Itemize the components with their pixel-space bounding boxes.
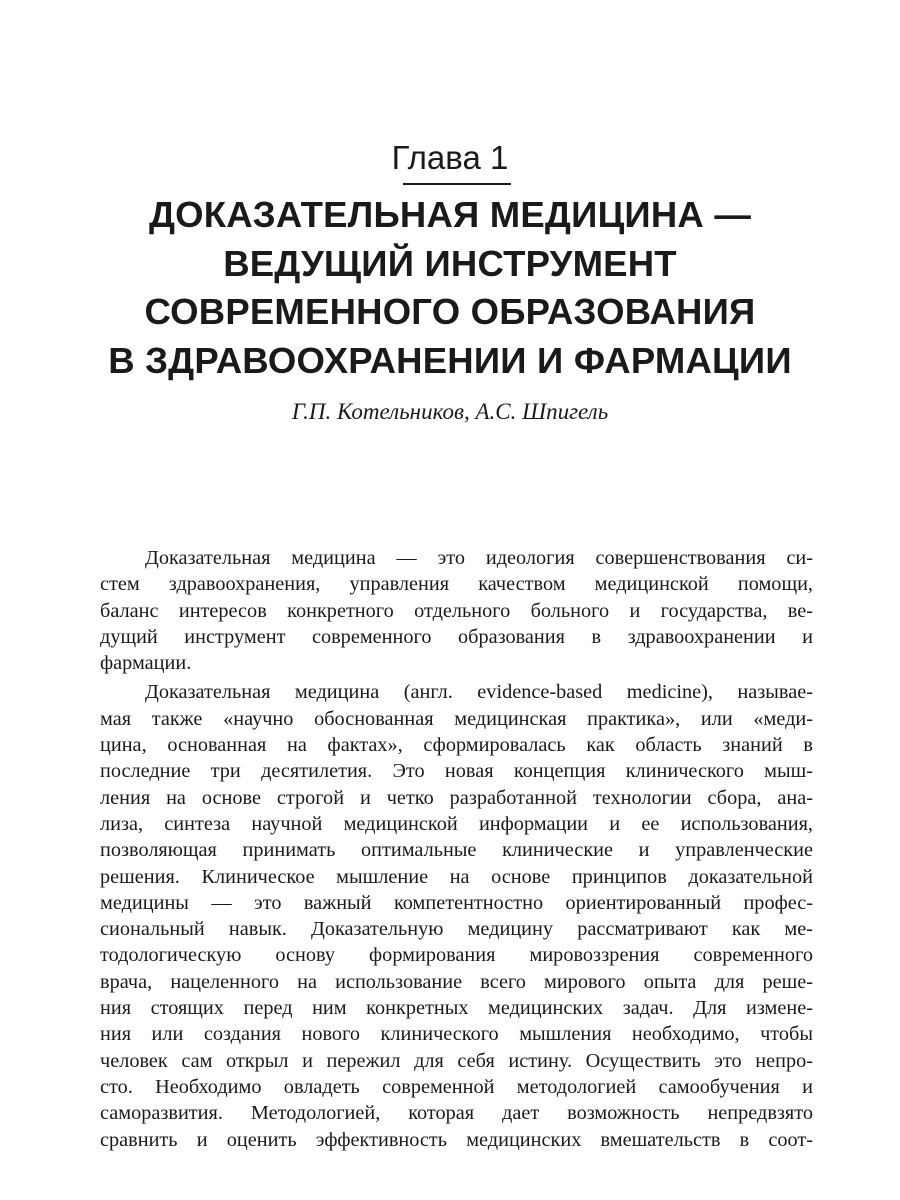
text-line: лиза, синтеза научной медицинской информации и ее использования, [100,812,813,835]
chapter-title [0,191,900,385]
text-line: Доказательная медицина — это идеология совершенствования си- [145,547,813,569]
text-line: последние три десятилетия. Это новая концепция клинического мыш- [100,760,813,783]
text-line: сравнить и оценить эффективность медицинских вмешательств в соот- [100,1128,813,1151]
text-line: ния стоящих перед ним конкретных медицинских задач. Для измене- [100,997,813,1020]
text-line: позволяющая принимать оптимальные клинические и управленческие [100,839,813,862]
paragraph-2 [100,679,813,1152]
paragraph-1 [100,545,813,676]
text-line: дущий инструмент современного образования в здравоохранении и [100,625,813,648]
text-line: врача, нацеленного на использование всего мирового опыта для реше- [100,970,813,993]
text-line: человек сам открыл и пережил для себя истину. Осуществить это непро- [100,1049,813,1072]
text-line: тодологическую основу формирования мировоззрения современного [100,944,813,967]
text-line: медицины — это важный компетентностно ориентированный профес- [100,891,813,914]
chapter-title-line: В ЗДРАВООХРАНЕНИИ И ФАРМАЦИИ [108,339,792,381]
body-text [100,545,813,1153]
text-line: цина, основанная на фактах», сформировалась как область знаний в [100,734,813,757]
text-line: фармации. [100,652,192,675]
chapter-title-line: ДОКАЗАТЕЛЬНАЯ МЕДИЦИНА — [148,194,752,235]
text-line: сиональный навык. Доказательную медицину рассматривают как ме- [100,918,813,941]
chapter-title-line: ВЕДУЩИЙ ИНСТРУМЕНТ [223,242,677,284]
text-line: сто. Необходимо овладеть современной методологией самообучения и [100,1075,813,1098]
text-line: ния или создания нового клинического мышления необходимо, чтобы [100,1023,813,1046]
chapter-authors: Г.П. Котельников, А.С. Шпигель [291,399,609,424]
text-line: ления на основе строгой и четко разработанной технологии сбора, ана- [100,786,813,809]
text-line: саморазвития. Методологией, которая дает возможность непредвзято [100,1102,813,1125]
chapter-label-underline [403,183,511,185]
text-line: мая также «научно обоснованная медицинская практика», или «меди- [100,707,813,730]
text-line: решения. Клиническое мышление на основе принципов доказательной [100,865,813,888]
text-line: стем здравоохранения, управления качеством медицинской помощи, [100,573,813,596]
chapter-label: Глава 1 [391,139,509,176]
chapter-title-line: СОВРЕМЕННОГО ОБРАЗОВАНИЯ [144,291,756,332]
text-line: баланс интересов конкретного отдельного больного и государства, ве- [100,599,813,622]
text-line: Доказательная медицина (англ. evidence-based medicine), называе- [145,681,813,704]
